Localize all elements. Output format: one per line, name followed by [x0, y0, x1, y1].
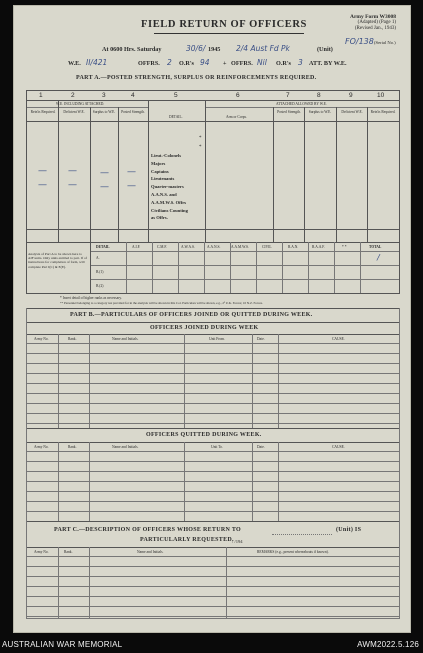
table-col-rule — [252, 334, 253, 428]
table-row-rule — [26, 393, 400, 394]
joined-col-date: Date. — [257, 337, 265, 341]
joined-col-rank: Rank. — [68, 337, 77, 341]
ors-value: 94 — [200, 58, 210, 67]
table-col-rule — [226, 547, 227, 618]
form-title: FIELD RETURN OF OFFICERS — [141, 19, 307, 30]
table-row-rule — [26, 403, 400, 404]
table-row-rule — [26, 491, 400, 492]
offrs-label: OFFRS. — [138, 60, 160, 67]
col-number-3: 3 — [102, 92, 106, 99]
table-col-rule — [184, 442, 185, 521]
form-adapted: (Adapted) (Page 1) — [357, 20, 396, 25]
offrs2-value: Nil — [257, 58, 267, 67]
table-row-rule — [26, 596, 400, 597]
table-col-rule — [26, 521, 27, 618]
part-c-col-rank: Rank. — [64, 550, 73, 554]
rank-aans: A.A.N.S. and — [151, 191, 177, 197]
part-c-date-blank: / /194 — [232, 539, 243, 544]
table-col-rule — [184, 334, 185, 428]
at-hours-label: At 0600 Hrs. Saturday — [102, 46, 162, 53]
analysis-col-civil: CIVIL — [262, 245, 272, 249]
army-form-number: Army Form W3008 — [349, 14, 396, 20]
table-col-rule — [89, 547, 90, 618]
table-col-rule — [26, 308, 27, 521]
table-row-rule — [26, 461, 400, 462]
plus-sign: + — [223, 60, 227, 67]
table-row-rule — [26, 471, 400, 472]
col-head-deficient-2: Deficient W.E. — [341, 110, 363, 114]
col-head-posted-strength-2: Posted Strength. — [277, 110, 301, 114]
hw-dash: — — [68, 166, 77, 176]
quitted-col-cause: CAUSE. — [332, 445, 345, 449]
hw-dash: — — [127, 181, 136, 191]
footnote-personnel: ** Personnel belonging to a category not provided for in the analysis will be shown in this Col. Particulars will be shown, e.g., 2³ U.K. Forces; 10 N.Z. Forces. — [60, 301, 263, 305]
col-head-arm-corps: Arm or Corps. — [226, 115, 247, 119]
col-head-reints-required-2: Rein'ts Required. — [370, 110, 396, 114]
table-row-rule — [26, 363, 400, 364]
hw-dash: — — [38, 166, 47, 176]
asterisk-marks: * * — [199, 136, 202, 150]
analysis-col-awas: A.W.A.S. — [181, 245, 195, 249]
att-by-we-label: ATT. BY W.E. — [309, 60, 347, 67]
archive-footer — [0, 636, 423, 653]
part-c-col-remarks: REMARKS (e.g., present whereabouts if known). — [257, 550, 329, 554]
table-col-rule — [252, 442, 253, 521]
attached-allowed-header: ATTACHED ALLOWED BY W.E. — [276, 102, 327, 106]
ranks-list — [151, 152, 188, 222]
table-row-rule — [26, 606, 400, 607]
ors-label: O.R's — [179, 60, 194, 67]
footnote-higher-ranks: * Insert detail of higher ranks as necessary. — [60, 296, 122, 300]
col-number-5: 5 — [174, 92, 178, 99]
table-col-rule — [278, 334, 279, 428]
table-col-rule — [89, 442, 90, 521]
col-head-detail: DETAIL. — [169, 115, 183, 119]
joined-col-cause: CAUSE. — [332, 337, 345, 341]
analysis-col-aans: A.A.N.S. — [207, 245, 221, 249]
quitted-col-army-no: Army No. — [34, 445, 49, 449]
col-head-deficient: Deficient W.E. — [63, 110, 85, 114]
table-row-rule — [26, 423, 400, 424]
col-number-8: 8 — [317, 92, 321, 99]
analysis-col-aif: A.I.F. — [132, 245, 141, 249]
joined-col-army-no: Army No. — [34, 337, 49, 341]
col-number-9: 9 — [349, 92, 353, 99]
rank-aamws: A.A.M.W.S. Offrs — [151, 199, 187, 205]
part-c-col-name: Name and Initials. — [137, 550, 164, 554]
footer-accession-number: AWM2022.5.126 — [357, 640, 419, 649]
rank-majors: Majors — [151, 160, 166, 166]
quitted-col-rank: Rank. — [68, 445, 77, 449]
ors2-value: 3 — [298, 58, 303, 67]
we-label: W.E. — [68, 60, 81, 67]
hw-dash: — — [68, 180, 77, 190]
title-underline — [154, 33, 304, 34]
offrs2-label: OFFRS. — [231, 60, 253, 67]
part-c-unit-is: (Unit) IS — [336, 527, 362, 533]
hw-dash: — — [100, 168, 109, 178]
part-b-heading: PART B.—PARTICULARS OF OFFICERS JOINED OR QUITTED DURING WEEK. — [70, 312, 313, 318]
unit-label: (Unit) — [317, 46, 333, 53]
we-value: II/421 — [86, 58, 108, 67]
table-row-rule — [26, 511, 400, 512]
col-head-posted-strength: Posted Strength. — [121, 110, 145, 114]
col-number-1: 1 — [39, 92, 43, 99]
analysis-col-raaf: R.A.A.F. — [312, 245, 325, 249]
ors2-label: O.R's — [276, 60, 291, 67]
rank-civilians: Civilians Counting — [151, 207, 188, 213]
quitted-heading: OFFICERS QUITTED DURING WEEK. — [146, 432, 262, 438]
quitted-col-name: Name and Initials. — [112, 445, 139, 449]
serial-number-label: (Serial No.) — [374, 40, 396, 45]
table-row-rule — [26, 586, 400, 587]
table-row-rule — [26, 481, 400, 482]
table-col-rule — [89, 334, 90, 428]
table-col-rule — [278, 442, 279, 521]
rank-as-offrs: as Offrs. — [151, 215, 168, 221]
col-head-reints-required: Rein'ts Required. — [30, 110, 56, 114]
table-row-rule — [26, 566, 400, 567]
table-col-rule — [58, 334, 59, 428]
form-sheet — [13, 5, 411, 633]
col-head-surplus: Surplus to W.E. — [92, 110, 116, 114]
unit-value: 2/4 Aust Fd Pk — [236, 44, 290, 53]
analysis-col-aamws: A.A.M.W.S. — [231, 245, 249, 249]
table-row-rule — [26, 413, 400, 414]
analysis-col-ran: R.A.N. — [288, 245, 299, 249]
col-number-10: 10 — [377, 92, 385, 99]
table-row-rule — [26, 616, 400, 617]
col-number-4: 4 — [131, 92, 135, 99]
table-col-rule — [399, 308, 400, 521]
date-value: 30/6/ — [186, 44, 206, 53]
year-label: 1945 — [208, 46, 221, 53]
table-row-rule — [26, 618, 400, 619]
table-col-rule — [399, 521, 400, 618]
table-row-rule — [26, 353, 400, 354]
analysis-col-detail: DETAIL — [96, 245, 110, 249]
table-row-rule — [26, 501, 400, 502]
hw-dash: — — [127, 167, 136, 177]
joined-col-name: Name and Initials. — [112, 337, 139, 341]
analysis-row-b1: B.(1) — [96, 270, 104, 274]
table-col-rule — [58, 442, 59, 521]
analysis-total-mark: / — [377, 253, 380, 262]
offrs-value: 2 — [167, 58, 172, 67]
joined-col-unit-from: Unit From. — [209, 337, 225, 341]
hw-dash: — — [38, 180, 47, 190]
footer-institution: AUSTRALIAN WAR MEMORIAL — [2, 640, 123, 649]
rank-quarter-masters: Quarter-masters — [151, 184, 184, 190]
part-c-col-army-no: Army No. — [34, 550, 49, 554]
army-form-reference — [350, 14, 396, 32]
col-number-6: 6 — [236, 92, 240, 99]
part-c-requested: PARTICULARLY REQUESTED. — [140, 537, 234, 543]
we-including-attached-header: W.E. INCLUDING ATTACHED. — [56, 102, 105, 106]
part-a-heading: PART A.—POSTED STRENGTH, SURPLUS OR REINFORCEMENTS REQUIRED. — [76, 75, 317, 81]
rank-captains: Captains — [151, 168, 169, 174]
analysis-col-total: TOTAL — [369, 245, 382, 249]
quitted-col-unit-to: Unit To. — [211, 445, 223, 449]
col-number-2: 2 — [71, 92, 75, 99]
hw-dash: — — [100, 182, 109, 192]
table-row-rule — [26, 373, 400, 374]
quitted-col-date: Date. — [257, 445, 265, 449]
rank-lieutenants: Lieutenants — [151, 176, 175, 182]
rank-lieut-colonels: Lieut.-Colonels — [151, 153, 181, 158]
table-row-rule — [26, 383, 400, 384]
analysis-col-other: * * — [342, 245, 347, 249]
table-col-rule — [58, 547, 59, 618]
serial-number-value: FO/138 — [345, 37, 374, 46]
part-c-heading: PART C.—DESCRIPTION OF OFFICERS WHOSE RETURN TO — [54, 527, 241, 533]
table-row-rule — [26, 576, 400, 577]
analysis-row-b2: B.(2) — [96, 284, 104, 288]
analysis-note: Analysis of Part A to be shown here to AIF units. Only units entitled to part. If of instructions for completion of form, will complete Part I(C) & E(E). — [28, 252, 87, 269]
col-head-surplus-2: Surplus to W.E. — [308, 110, 332, 114]
analysis-row-a: A. — [96, 256, 100, 260]
col-number-7: 7 — [286, 92, 290, 99]
joined-heading: OFFICERS JOINED DURING WEEK — [150, 325, 259, 331]
form-revised: (Revised Jan., 1943) — [354, 26, 396, 31]
analysis-col-cmf: C.M.F. — [157, 245, 167, 249]
